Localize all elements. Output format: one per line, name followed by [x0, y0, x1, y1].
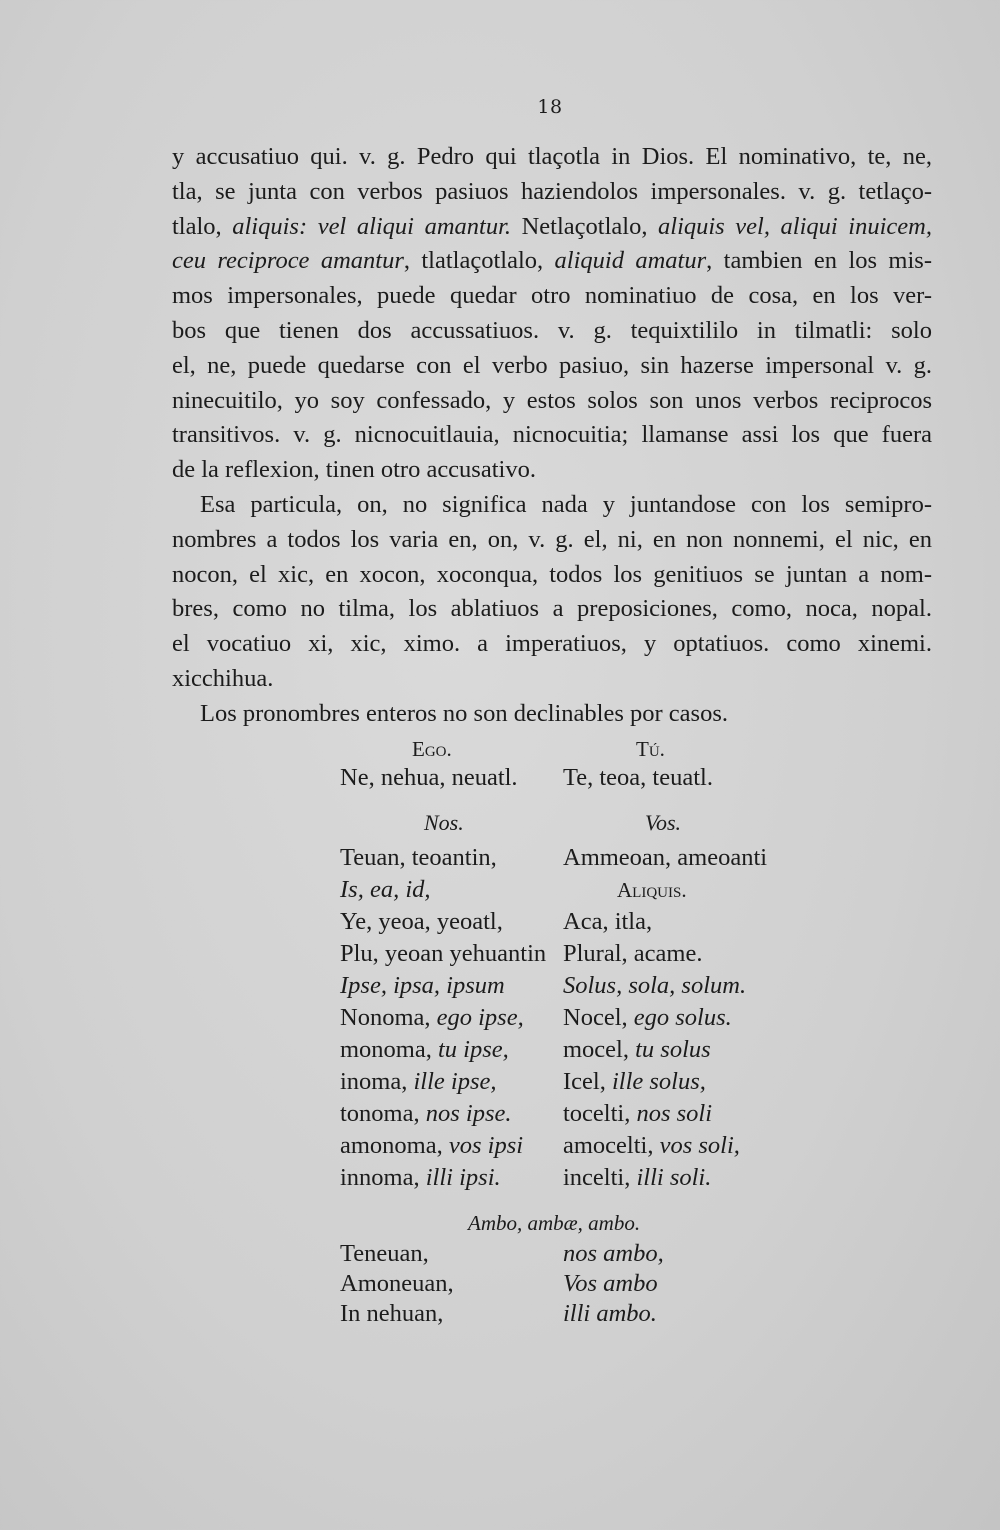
is-forms-2: Plu, yeoan yehuantin: [340, 940, 547, 967]
ipse-row: tonoma, nos ipse.: [340, 1100, 512, 1127]
text-line: tla, se junta con verbos pasiuos haziendolos impersonales. v. g. tetlaço-: [172, 177, 932, 205]
text-line: nombres a todos los varia en, on, v. g. el, ni, en non nonnemi, el nic, en: [172, 525, 932, 553]
ego-heading: Ego.: [412, 737, 452, 761]
text-line: bres, como no tilma, los ablatiuos a preposiciones, como, noca, nopal.: [172, 595, 932, 623]
solus-row: incelti, illi soli.: [563, 1164, 712, 1191]
latin-fragment: ceu reciproce amantur: [172, 247, 404, 275]
text-line: transitivos. v. g. nicnocuitlauia, nicnocuitia; llamanse assi los que fuera: [172, 421, 932, 449]
text-line: el vocatiuo xi, xic, ximo. a imperatiuos, y optatiuos. como xinemi.: [172, 630, 932, 658]
text-fragment: , tambien en los mis-: [706, 247, 932, 275]
text-line: de la reflexion, tinen otro accusativo.: [172, 456, 536, 484]
paragraph-3: [172, 697, 932, 732]
ego-forms: Ne, nehua, neuatl.: [340, 764, 518, 791]
page-number: 18: [537, 96, 563, 118]
ipse-heading: Ipse, ipsa, ipsum: [340, 972, 505, 999]
text-line: mos impersonales, puede quedar otro nominatiuo de cosa, en los ver-: [172, 282, 932, 310]
ambo-latin: illi ambo.: [563, 1300, 657, 1327]
aliquis-heading: Aliquis.: [617, 878, 687, 902]
solus-row: mocel, tu solus: [563, 1036, 711, 1063]
text-fragment: , tlatlaçotlalo,: [403, 247, 555, 275]
ambo-latin: Vos ambo: [563, 1270, 658, 1297]
ipse-row: amonoma, vos ipsi: [340, 1132, 524, 1159]
nos-forms: Teuan, teoantin,: [340, 844, 497, 871]
solus-row: tocelti, nos soli: [563, 1100, 713, 1127]
vos-forms: Ammeoan, ameoanti: [563, 844, 768, 871]
latin-fragment: aliquis: vel aliqui amantur.: [232, 212, 512, 240]
tu-forms: Te, teoa, teuatl.: [563, 764, 713, 791]
latin-fragment: aliquis vel, aliqui inuicem,: [658, 212, 932, 240]
text-line: xicchihua.: [172, 664, 274, 692]
is-forms-1: Ye, yeoa, yeoatl,: [340, 908, 503, 935]
text-fragment: Netlaçotlalo,: [511, 212, 659, 240]
solus-heading: Solus, sola, solum.: [563, 972, 747, 999]
is-heading: Is, ea, id,: [340, 876, 431, 903]
text-line: nocon, el xic, en xocon, xoconqua, todos los genitiuos se juntan a nom-: [172, 560, 932, 588]
text-fragment: tlalo,: [172, 212, 233, 240]
latin-fragment: aliquid amatur: [554, 247, 707, 275]
tu-heading: Tú.: [636, 737, 665, 761]
ambo-nahuatl: Amoneuan,: [340, 1270, 454, 1297]
ipse-row: inoma, ille ipse,: [340, 1068, 497, 1095]
ipse-row: innoma, illi ipsi.: [340, 1164, 501, 1191]
ambo-nahuatl: In nehuan,: [340, 1300, 444, 1327]
solus-row: Icel, ille solus,: [563, 1068, 706, 1095]
text-line: y accusatiuo qui. v. g. Pedro qui tlaçotla in Dios. El nominativo, te, ne,: [172, 143, 932, 170]
text-line: bos que tienen dos accussatiuos. v. g. tequixtililo in tilmatli: solo: [172, 316, 932, 344]
vos-heading: Vos.: [645, 810, 682, 835]
paragraph-1: [172, 140, 932, 488]
nos-heading: Nos.: [424, 810, 464, 835]
text-line: ninecuitilo, yo soy confessado, y estos solos son unos verbos reciprocos: [172, 386, 932, 414]
body-text: [172, 140, 932, 732]
ambo-nahuatl: Teneuan,: [340, 1240, 429, 1267]
text-line: [172, 210, 932, 245]
aliquis-forms-2: Plural, acame.: [563, 940, 703, 967]
ambo-heading: Ambo, ambæ, ambo.: [468, 1211, 641, 1235]
solus-row: amocelti, vos soli,: [563, 1132, 740, 1159]
text-line: [172, 244, 932, 279]
paragraph-2: [172, 488, 932, 697]
text-line: Los pronombres enteros no son declinables por casos.: [200, 699, 728, 727]
solus-row: Nocel, ego solus.: [563, 1004, 732, 1031]
ipse-row: monoma, tu ipse,: [340, 1036, 509, 1063]
ipse-row: Nonoma, ego ipse,: [340, 1004, 524, 1031]
text-line: el, ne, puede quedarse con el verbo pasiuo, sin hazerse impersonal v. g.: [172, 351, 932, 379]
text-line: Esa particula, on, no significa nada y juntandose con los semipro-: [200, 490, 932, 518]
aliquis-forms-1: Aca, itla,: [563, 908, 653, 935]
ambo-latin: nos ambo,: [563, 1240, 664, 1267]
